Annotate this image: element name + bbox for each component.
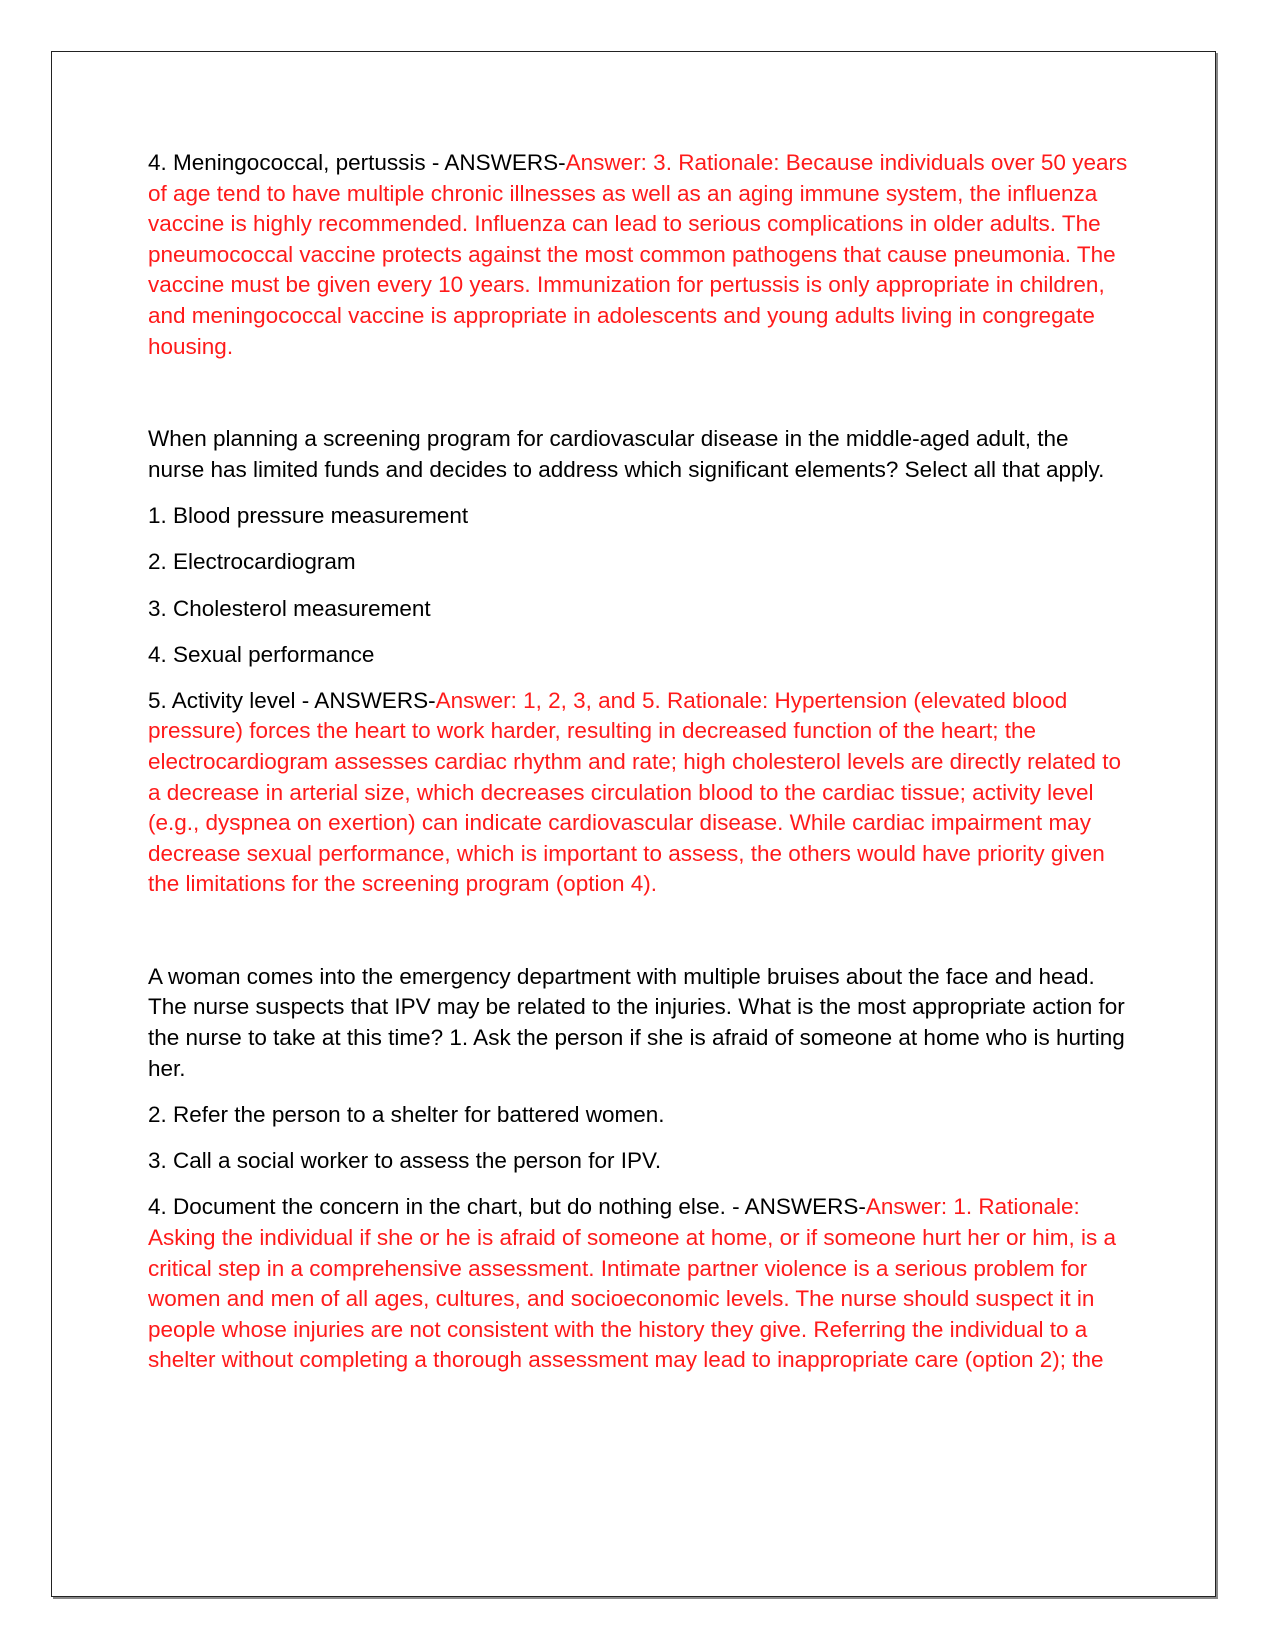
previous-option-lead: 4. Meningococcal, pertussis - ANSWERS- xyxy=(148,150,566,175)
question-3-answer-block xyxy=(148,1192,1128,1376)
question-2-option-2: 2. Electrocardiogram xyxy=(148,549,356,575)
question-2-stem: When planning a screening program for cardiovascular disease in the middle-aged adult, the nurse has limited funds and decides to address which significant elements? Select all that apply. xyxy=(148,426,1105,482)
question-2-answer-block xyxy=(148,686,1128,900)
question-2-option-5: 5. Activity level - ANSWERS- xyxy=(148,687,436,713)
question-3-answer-rationale: Answer: 1. Rationale: Asking the individual if she or he is afraid of someone at home, or if someone hurt her or him, is a critical step in a comprehensive assessment. Intimate partner violence is a serious problem for women and men of all ages, cultures, and socioeconomic levels. The nurse should suspect it in people whose injuries are not consistent with the history they give. Referring the individual to a shelter without completing a thorough assessment may lead to inappropriate care (option 2); the xyxy=(148,1194,1116,1373)
document-content xyxy=(148,148,1128,1376)
question-2-option-4: 4. Sexual performance xyxy=(148,641,375,667)
question-3-option-2: 2. Refer the person to a shelter for battered women. xyxy=(148,1102,665,1128)
question-3-option-3: 3. Call a social worker to assess the person for IPV. xyxy=(148,1148,662,1174)
question-2-answer-rationale: Answer: 1, 2, 3, and 5. Rationale: Hypertension (elevated blood pressure) forces the heart to work harder, resulting in decreased function of the heart; the electrocardiogram assesses cardiac rhythm and rate; high cholesterol levels are directly related to a decrease in arterial size, which decreases circulation blood to the cardiac tissue; activity level (e.g., dyspnea on exertion) can indicate cardiovascular disease. While cardiac impairment may decrease sexual performance, which is important to assess, the others would have priority given the limitations for the screening program (option 4). xyxy=(148,687,1121,897)
question-3-stem: A woman comes into the emergency department with multiple bruises about the face and head. The nurse suspects that IPV may be related to the injuries. What is the most appropriate action for the nurse to take at this time? 1. Ask the person if she is afraid of someone at home who is hurting her. xyxy=(148,963,1125,1081)
question-2-option-3: 3. Cholesterol measurement xyxy=(148,595,431,621)
previous-answer-rationale: Answer: 3. Rationale: Because individuals over 50 years of age tend to have multiple chronic illnesses as well as an aging immune system, the influenza vaccine is highly recommended. Influenza can lead to serious complications in older adults. The pneumococcal vaccine protects against the most common pathogens that cause pneumonia. The vaccine must be given every 10 years. Immunization for pertussis is only appropriate in children, and meningococcal vaccine is appropriate in adolescents and young adults living in congregate housing. xyxy=(148,150,1128,359)
previous-answer-block xyxy=(148,148,1128,362)
question-3-option-4: 4. Document the concern in the chart, but do nothing else. - ANSWERS- xyxy=(148,1194,866,1220)
question-2-option-1: 1. Blood pressure measurement xyxy=(148,503,469,529)
